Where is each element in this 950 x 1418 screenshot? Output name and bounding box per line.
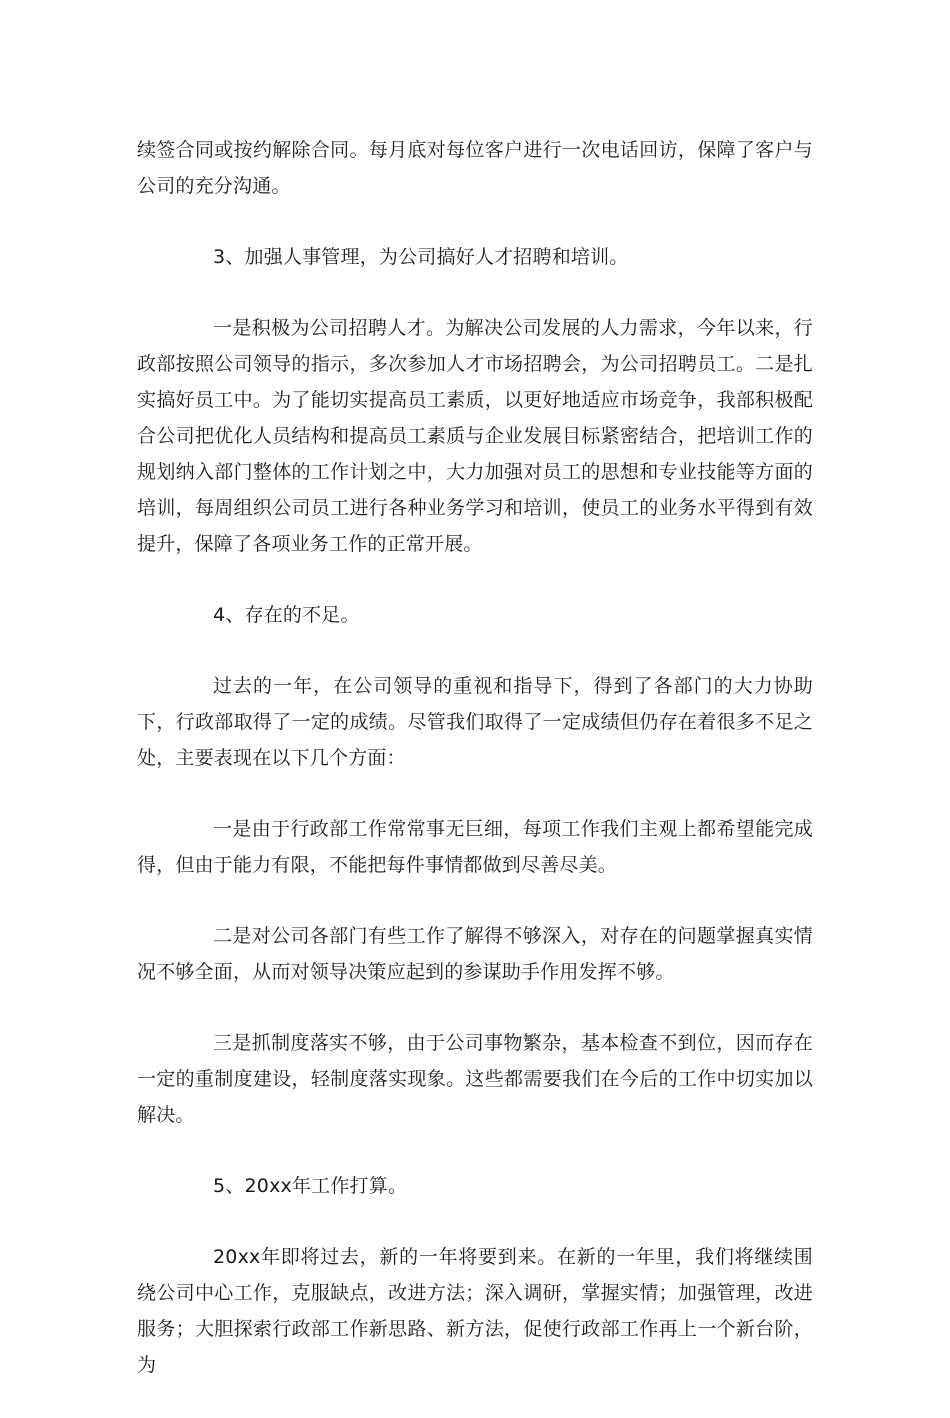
paragraph-summary: 过去的一年，在公司领导的重视和指导下，得到了各部门的大力协助下，行政部取得了一定的成绩。尽管我们取得了一定成绩但仍存在着很多不足之处，主要表现在以下几个方面： [137,675,813,769]
paragraph-plan: 20xx年即将过去，新的一年将要到来。在新的一年里，我们将继续围绕公司中心工作，克服缺点，改进方法；深入调研，掌握实情；加强管理，改进服务；大胆探索行政部工作新思路、新方法，促使行政部工作再上一个新台阶，为 [137,1246,813,1376]
section-heading-4: 4、存在的不足。 [213,604,360,626]
paragraph-recruitment: 一是积极为公司招聘人才。为解决公司发展的人力需求，今年以来，行政部按照公司领导的指示，多次参加人才市场招聘会，为公司招聘员工。二是扎实搞好员工中。为了能切实提高员工素质，以更好地适应市场竞争，我部积极配合公司把优化人员结构和提高员工素质与企业发展目标紧密结合，把培训工作的规划纳入部门整体的工作计划之中，大力加强对员工的思想和专业技能等方面的培训，每周组织公司员工进行各种业务学习和培训，使员工的业务水平得到有效提升，保障了各项业务工作的正常开展。 [137,317,813,555]
paragraph-shortcoming-1: 一是由于行政部工作常常事无巨细，每项工作我们主观上都希望能完成得，但由于能力有限，不能把每件事情都做到尽善尽美。 [137,818,813,876]
section-heading-3: 3、加强人事管理，为公司搞好人才招聘和培训。 [213,246,629,268]
paragraph-shortcoming-2: 二是对公司各部门有些工作了解得不够深入，对存在的问题掌握真实情况不够全面，从而对领导决策应起到的参谋助手作用发挥不够。 [137,925,813,983]
paragraph-continuation: 续签合同或按约解除合同。每月底对每位客户进行一次电话回访，保障了客户与公司的充分沟通。 [137,139,813,197]
paragraph-shortcoming-3: 三是抓制度落实不够，由于公司事物繁杂，基本检查不到位，因而存在一定的重制度建设，轻制度落实现象。这些都需要我们在今后的工作中切实加以解决。 [137,1032,813,1126]
section-heading-5: 5、20xx年工作打算。 [213,1175,408,1197]
document-body [137,132,813,1418]
